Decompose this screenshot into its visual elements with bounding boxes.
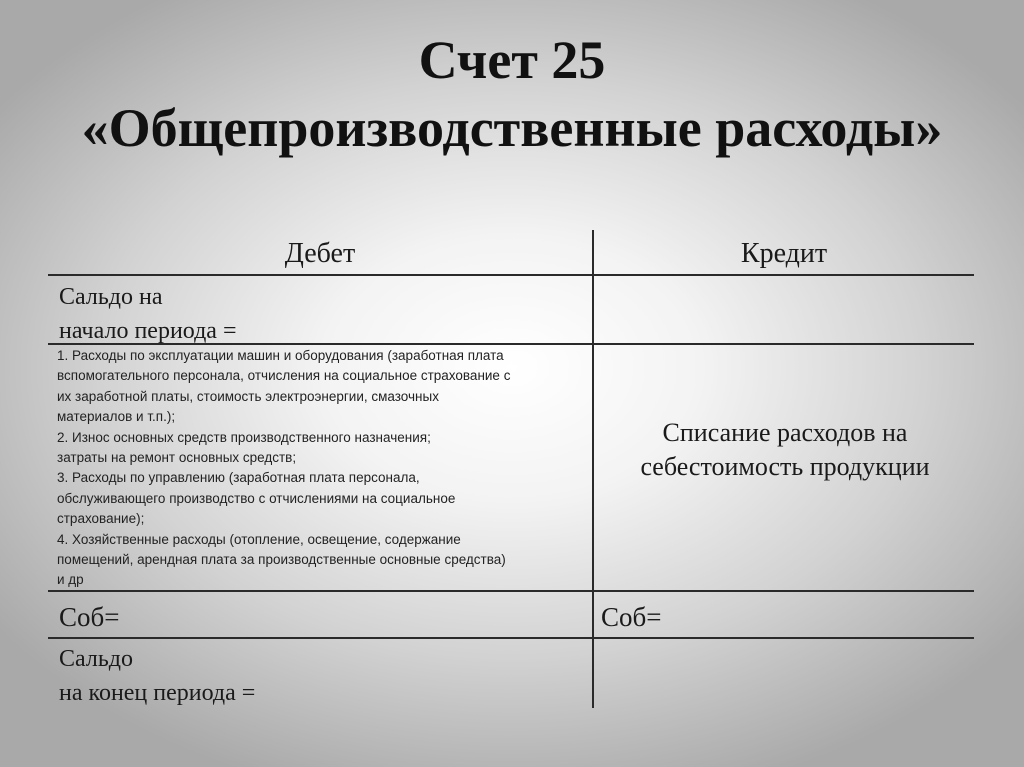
- title-line-1: Счет 25: [418, 30, 606, 90]
- closing-balance-line-1: Сальдо: [59, 646, 134, 672]
- debit-entry-line: и др: [57, 572, 84, 588]
- credit-turnover: Соб=: [601, 602, 662, 632]
- opening-balance-label: [59, 280, 237, 348]
- title-line-2: «Общепроизводственные расходы»: [81, 98, 943, 158]
- writeoff-line-1: Списание расходов на: [662, 418, 908, 447]
- slide-title: [0, 26, 1024, 162]
- header-divider: [48, 274, 974, 276]
- debit-entry-line: 4. Хозяйственные расходы (отопление, освещение, содержание: [57, 531, 461, 547]
- debit-entry-line: 3. Расходы по управлению (заработная плата персонала,: [57, 470, 420, 486]
- turnover-divider: [48, 637, 974, 639]
- debit-entry-line: обслуживающего производство с отчислениями на социальное: [57, 490, 456, 506]
- debit-turnover: Соб=: [59, 602, 120, 632]
- opening-balance-line-2: начало периода =: [59, 318, 237, 344]
- debit-entry-line: их заработной платы, стоимость электроэнергии, смазочных: [57, 388, 439, 404]
- debit-entry-line: затраты на ремонт основных средств;: [57, 450, 297, 466]
- debit-header: Дебет: [284, 238, 356, 269]
- closing-balance-line-2: на конец периода =: [59, 680, 256, 706]
- closing-balance-label: [59, 642, 255, 710]
- debit-entry-line: помещений, арендная плата за производственные основные средства): [57, 552, 506, 568]
- debit-entry-line: 1. Расходы по эксплуатации машин и оборудования (заработная плата: [57, 348, 504, 363]
- debit-entry-line: 2. Износ основных средств производственного назначения;: [57, 429, 431, 445]
- debit-entry-line: вспомогательного персонала, отчисления на социальное страхование с: [57, 368, 511, 384]
- debit-entry-line: страхование);: [57, 511, 145, 527]
- debit-entry-line: материалов и т.п.);: [57, 409, 176, 425]
- credit-header: Кредит: [740, 238, 828, 269]
- opening-balance-line-1: Сальдо на: [59, 284, 163, 310]
- credit-writeoff-entry: [596, 416, 974, 484]
- writeoff-line-2: себестоимость продукции: [640, 452, 930, 481]
- debit-entries-list: [57, 346, 587, 591]
